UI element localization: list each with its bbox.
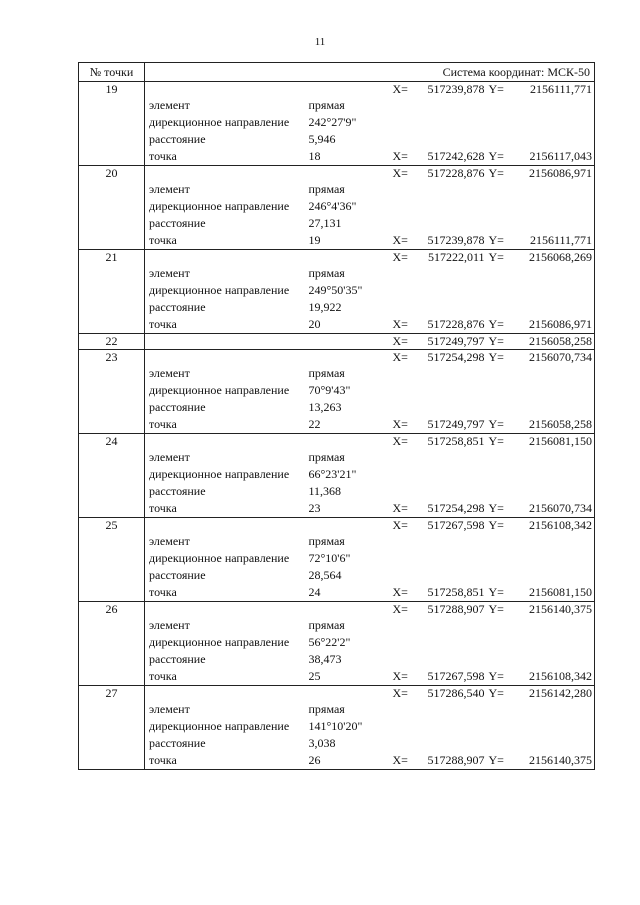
point-row — [79, 686, 595, 702]
empty-cell — [391, 533, 595, 550]
element-label: элемент — [149, 618, 190, 632]
empty-cell — [145, 250, 307, 266]
y-value: 2156108,342 — [519, 518, 595, 534]
empty-cell — [391, 365, 595, 382]
point-number-header: № точки — [79, 63, 145, 82]
prev-point-row — [79, 584, 595, 602]
empty-cell — [391, 97, 595, 114]
distance-row — [79, 735, 595, 752]
point-row — [79, 434, 595, 450]
x-value: 517286,540 — [419, 686, 487, 702]
y-value: 2156142,280 — [519, 686, 595, 702]
empty-cell — [307, 434, 391, 450]
prev-x-value: 517239,878 — [427, 233, 485, 247]
empty-cell — [79, 617, 145, 634]
empty-cell — [79, 232, 145, 250]
distance-row — [79, 299, 595, 316]
x-label: X= — [392, 417, 408, 431]
empty-cell — [145, 434, 307, 450]
empty-cell — [307, 166, 391, 182]
point-label: точка — [149, 669, 177, 683]
prev-point-row — [79, 316, 595, 334]
x-label: X= — [391, 250, 419, 266]
empty-cell — [391, 617, 595, 634]
empty-cell — [79, 215, 145, 232]
empty-cell — [307, 82, 391, 98]
coordinates-table — [78, 62, 595, 770]
prev-point-row — [79, 416, 595, 434]
point-row — [79, 250, 595, 266]
prev-x-value: 517258,851 — [427, 585, 485, 599]
x-label: X= — [391, 166, 419, 182]
y-value: 2156058,258 — [519, 334, 595, 350]
empty-cell — [79, 701, 145, 718]
empty-cell — [391, 382, 595, 399]
empty-cell — [79, 316, 145, 334]
prev-point-row — [79, 752, 595, 770]
direction-value: 242°27'9" — [308, 115, 357, 129]
distance-value: 13,263 — [308, 400, 342, 414]
distance-value: 19,922 — [308, 300, 342, 314]
empty-cell — [391, 399, 595, 416]
empty-cell — [391, 215, 595, 232]
element-row — [79, 701, 595, 718]
empty-cell — [79, 550, 145, 567]
y-value: 2156070,734 — [519, 350, 595, 366]
table-bottom-border-cell — [79, 770, 595, 771]
point-row — [79, 518, 595, 534]
distance-label: расстояние — [149, 568, 206, 582]
x-value: 517258,851 — [419, 434, 487, 450]
distance-label: расстояние — [149, 484, 206, 498]
point-number: 23 — [79, 350, 145, 366]
prev-point-number: 22 — [308, 417, 321, 431]
empty-cell — [145, 518, 307, 534]
element-row — [79, 533, 595, 550]
direction-value: 246°4'36" — [308, 199, 357, 213]
x-label: X= — [391, 686, 419, 702]
prev-y-value: 2156070,734 — [519, 500, 595, 518]
y-label: Y= — [487, 350, 519, 366]
element-value: прямая — [308, 702, 345, 716]
distance-label: расстояние — [149, 736, 206, 750]
empty-cell — [79, 416, 145, 434]
y-label: Y= — [487, 686, 519, 702]
y-label: Y= — [487, 434, 519, 450]
prev-point-number: 25 — [308, 669, 321, 683]
empty-cell — [79, 282, 145, 299]
direction-label: дирекционное направление — [149, 115, 290, 129]
element-row — [79, 181, 595, 198]
direction-row — [79, 114, 595, 131]
y-label: Y= — [488, 149, 504, 163]
prev-point-row — [79, 232, 595, 250]
x-value: 517288,907 — [419, 602, 487, 618]
direction-value: 249°50'35" — [308, 283, 363, 297]
element-value: прямая — [308, 534, 345, 548]
direction-label: дирекционное направление — [149, 719, 290, 733]
y-label: Y= — [487, 602, 519, 618]
element-label: элемент — [149, 98, 190, 112]
prev-point-number: 24 — [308, 585, 321, 599]
point-number: 22 — [79, 334, 145, 350]
prev-y-value: 2156140,375 — [519, 752, 595, 770]
empty-cell — [391, 634, 595, 651]
empty-cell — [307, 602, 391, 618]
element-row — [79, 365, 595, 382]
x-value: 517222,011 — [419, 250, 487, 266]
direction-label: дирекционное направление — [149, 635, 290, 649]
element-row — [79, 449, 595, 466]
distance-label: расстояние — [149, 132, 206, 146]
empty-cell — [391, 265, 595, 282]
element-row — [79, 265, 595, 282]
x-label: X= — [391, 518, 419, 534]
x-label: X= — [392, 317, 408, 331]
empty-cell — [391, 299, 595, 316]
empty-cell — [79, 97, 145, 114]
y-label: Y= — [488, 233, 504, 247]
direction-label: дирекционное направление — [149, 199, 290, 213]
x-label: X= — [391, 334, 419, 350]
prev-point-number: 26 — [308, 753, 321, 767]
empty-cell — [307, 686, 391, 702]
distance-value: 28,564 — [308, 568, 342, 582]
prev-point-number: 19 — [308, 233, 321, 247]
empty-cell — [391, 282, 595, 299]
empty-cell — [391, 701, 595, 718]
prev-y-value: 2156086,971 — [519, 316, 595, 334]
prev-y-value: 2156081,150 — [519, 584, 595, 602]
y-label: Y= — [488, 417, 504, 431]
element-row — [79, 97, 595, 114]
point-number: 19 — [79, 82, 145, 98]
element-label: элемент — [149, 182, 190, 196]
direction-label: дирекционное направление — [149, 383, 290, 397]
prev-point-number: 23 — [308, 501, 321, 515]
empty-cell — [145, 686, 307, 702]
direction-row — [79, 282, 595, 299]
coordinate-system-header: Система координат: МСК-50 — [145, 63, 595, 82]
point-label: точка — [149, 233, 177, 247]
point-label: точка — [149, 417, 177, 431]
distance-row — [79, 651, 595, 668]
y-value: 2156111,771 — [519, 82, 595, 98]
element-label: элемент — [149, 534, 190, 548]
x-label: X= — [391, 602, 419, 618]
point-label: точка — [149, 585, 177, 599]
empty-cell — [79, 299, 145, 316]
distance-row — [79, 399, 595, 416]
prev-point-row — [79, 148, 595, 166]
empty-cell — [79, 449, 145, 466]
distance-label: расстояние — [149, 216, 206, 230]
empty-cell — [79, 752, 145, 770]
distance-value: 5,946 — [308, 132, 336, 146]
distance-value: 11,368 — [308, 484, 342, 498]
distance-row — [79, 215, 595, 232]
y-value: 2156081,150 — [519, 434, 595, 450]
prev-y-value: 2156117,043 — [519, 148, 595, 166]
element-value: прямая — [308, 266, 345, 280]
y-value: 2156068,269 — [519, 250, 595, 266]
empty-cell — [391, 550, 595, 567]
y-label: Y= — [487, 518, 519, 534]
y-value: 2156086,971 — [519, 166, 595, 182]
prev-x-value: 517249,797 — [427, 417, 485, 431]
x-value: 517239,878 — [419, 82, 487, 98]
element-label: элемент — [149, 366, 190, 380]
prev-point-row — [79, 500, 595, 518]
element-value: прямая — [308, 182, 345, 196]
y-label: Y= — [487, 82, 519, 98]
x-value: 517267,598 — [419, 518, 487, 534]
x-label: X= — [392, 585, 408, 599]
element-label: элемент — [149, 450, 190, 464]
direction-row — [79, 198, 595, 215]
y-label: Y= — [488, 753, 504, 767]
direction-row — [79, 382, 595, 399]
page-number: 11 — [314, 36, 326, 48]
distance-row — [79, 483, 595, 500]
empty-cell — [79, 131, 145, 148]
direction-row — [79, 550, 595, 567]
empty-cell — [391, 483, 595, 500]
point-label: точка — [149, 501, 177, 515]
distance-label: расстояние — [149, 652, 206, 666]
y-label: Y= — [488, 669, 504, 683]
direction-value: 56°22'2" — [308, 635, 351, 649]
empty-cell — [391, 718, 595, 735]
y-label: Y= — [488, 501, 504, 515]
x-label: X= — [392, 149, 408, 163]
y-label: Y= — [488, 317, 504, 331]
direction-value: 66°23'21" — [308, 467, 357, 481]
x-label: X= — [391, 82, 419, 98]
empty-cell — [79, 668, 145, 686]
empty-cell — [79, 567, 145, 584]
point-label: точка — [149, 317, 177, 331]
point-row — [79, 602, 595, 618]
empty-cell — [391, 181, 595, 198]
prev-x-value: 517254,298 — [427, 501, 485, 515]
element-label: элемент — [149, 702, 190, 716]
distance-value: 3,038 — [308, 736, 336, 750]
empty-cell — [79, 382, 145, 399]
point-row — [79, 82, 595, 98]
x-label: X= — [391, 434, 419, 450]
point-label: точка — [149, 753, 177, 767]
point-number: 20 — [79, 166, 145, 182]
element-value: прямая — [308, 366, 345, 380]
empty-cell — [79, 483, 145, 500]
direction-value: 72°10'6" — [308, 551, 351, 565]
prev-x-value: 517242,628 — [427, 149, 485, 163]
distance-label: расстояние — [149, 300, 206, 314]
element-value: прямая — [308, 450, 345, 464]
empty-cell — [79, 181, 145, 198]
point-row — [79, 166, 595, 182]
x-label: X= — [392, 501, 408, 515]
empty-cell — [79, 651, 145, 668]
empty-cell — [145, 166, 307, 182]
empty-cell — [307, 250, 391, 266]
empty-cell — [391, 651, 595, 668]
point-number: 25 — [79, 518, 145, 534]
prev-x-value: 517288,907 — [427, 753, 485, 767]
prev-x-value: 517267,598 — [427, 669, 485, 683]
table-header — [79, 63, 595, 82]
direction-label: дирекционное направление — [149, 551, 290, 565]
empty-cell — [307, 350, 391, 366]
distance-value: 27,131 — [308, 216, 342, 230]
empty-cell — [391, 449, 595, 466]
empty-cell — [391, 198, 595, 215]
y-label: Y= — [487, 166, 519, 182]
point-number: 27 — [79, 686, 145, 702]
empty-cell — [391, 131, 595, 148]
element-value: прямая — [308, 618, 345, 632]
direction-value: 141°10'20" — [308, 719, 363, 733]
y-label: Y= — [487, 250, 519, 266]
empty-cell — [79, 114, 145, 131]
x-label: X= — [392, 753, 408, 767]
distance-row — [79, 131, 595, 148]
point-number: 21 — [79, 250, 145, 266]
y-value: 2156140,375 — [519, 602, 595, 618]
distance-label: расстояние — [149, 400, 206, 414]
point-row — [79, 334, 595, 350]
x-value: 517228,876 — [419, 166, 487, 182]
distance-value: 38,473 — [308, 652, 342, 666]
prev-point-row — [79, 668, 595, 686]
x-label: X= — [392, 233, 408, 247]
y-label: Y= — [488, 585, 504, 599]
empty-cell — [79, 365, 145, 382]
direction-row — [79, 718, 595, 735]
element-label: элемент — [149, 266, 190, 280]
direction-value: 70°9'43" — [308, 383, 351, 397]
point-label: точка — [149, 149, 177, 163]
empty-cell — [79, 500, 145, 518]
empty-cell — [145, 602, 307, 618]
x-value: 517249,797 — [419, 334, 487, 350]
prev-x-value: 517228,876 — [427, 317, 485, 331]
table-bottom-border — [79, 770, 595, 771]
empty-cell — [79, 148, 145, 166]
distance-row — [79, 567, 595, 584]
empty-cell — [79, 584, 145, 602]
empty-cell — [307, 518, 391, 534]
empty-cell — [79, 466, 145, 483]
empty-cell — [307, 334, 391, 350]
element-row — [79, 617, 595, 634]
empty-cell — [79, 265, 145, 282]
x-label: X= — [391, 350, 419, 366]
empty-cell — [391, 735, 595, 752]
direction-label: дирекционное направление — [149, 467, 290, 481]
empty-cell — [79, 533, 145, 550]
x-value: 517254,298 — [419, 350, 487, 366]
y-label: Y= — [487, 334, 519, 350]
empty-cell — [145, 350, 307, 366]
direction-row — [79, 466, 595, 483]
empty-cell — [391, 114, 595, 131]
point-number: 24 — [79, 434, 145, 450]
empty-cell — [79, 198, 145, 215]
direction-row — [79, 634, 595, 651]
empty-cell — [145, 82, 307, 98]
point-row — [79, 350, 595, 366]
prev-point-number: 20 — [308, 317, 321, 331]
element-value: прямая — [308, 98, 345, 112]
empty-cell — [79, 634, 145, 651]
prev-y-value: 2156058,258 — [519, 416, 595, 434]
x-label: X= — [392, 669, 408, 683]
point-number: 26 — [79, 602, 145, 618]
empty-cell — [145, 334, 307, 350]
empty-cell — [391, 466, 595, 483]
empty-cell — [79, 399, 145, 416]
empty-cell — [79, 718, 145, 735]
prev-y-value: 2156111,771 — [519, 232, 595, 250]
prev-point-number: 18 — [308, 149, 321, 163]
empty-cell — [391, 567, 595, 584]
prev-y-value: 2156108,342 — [519, 668, 595, 686]
direction-label: дирекционное направление — [149, 283, 290, 297]
empty-cell — [79, 735, 145, 752]
